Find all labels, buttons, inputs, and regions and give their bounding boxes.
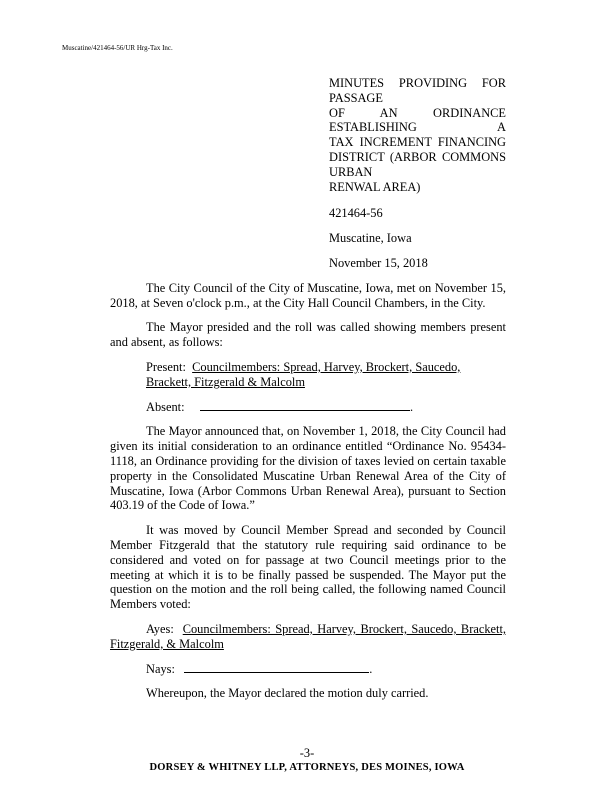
document-body xyxy=(110,76,506,711)
paragraph-motion: It was moved by Council Member Spread and seconded by Council Member Fitzgerald that the statutory rule requiring said ordinance to be considered and voted on for passage at two Council meetings prior to the meeting at which it is to be finally passed be suspended. The Mayor put the question on the motion and the roll being called, the following named Council Members voted: xyxy=(110,523,506,612)
paragraph-roll-call: The Mayor presided and the roll was called showing members present and absent, as follows: xyxy=(110,320,506,350)
file-number: 421464-56 xyxy=(329,206,383,221)
paragraph-conclusion: Whereupon, the Mayor declared the motion duly carried. xyxy=(146,686,429,701)
title-line: OF AN ORDINANCE ESTABLISHING A xyxy=(329,105,506,135)
paragraph-announcement: The Mayor announced that, on November 1, 2018, the City Council had given its initial consideration to an ordinance entitled “Ordinance No. 95434-1118, an Ordinance providing for the division of taxes levied on certain taxable property in the Consolidated Muscatine Urban Renewal Area of the City of Muscatine, Iowa (Arbor Commons Urban Renewal Area), pursuant to Section 403.19 of the Code of Iowa.” xyxy=(110,424,506,513)
ayes-members: Councilmembers: Spread, Harvey, Brockert, Saucedo, Brackett, Fitzgerald, & Malcolm xyxy=(110,621,506,651)
nays-blank xyxy=(184,662,369,673)
title-line: MINUTES PROVIDING FOR PASSAGE xyxy=(329,76,506,105)
ayes-line xyxy=(110,622,506,652)
title-line: TAX INCREMENT FINANCING xyxy=(329,135,506,150)
location: Muscatine, Iowa xyxy=(329,231,412,246)
nays-line: Nays: . xyxy=(146,661,373,676)
absent-label: Absent: xyxy=(146,399,185,414)
document-reference: Muscatine/421464-56/UR Hrg-Tax Inc. xyxy=(62,44,173,52)
absent-line: Absent: . xyxy=(146,399,414,414)
law-firm-footer: DORSEY & WHITNEY LLP, ATTORNEYS, DES MOINES, IOWA xyxy=(149,762,465,774)
nays-label: Nays: xyxy=(146,661,175,676)
present-label: Present: xyxy=(146,359,186,374)
title-line: DISTRICT (ARBOR COMMONS URBAN xyxy=(329,149,506,179)
title-line: RENWAL AREA) xyxy=(329,179,421,194)
paragraph-meeting: The City Council of the City of Muscatine, Iowa, met on November 15, 2018, at Seven o'clock p.m., at the City Hall Council Chambers, in the City. xyxy=(110,280,506,310)
page-footer xyxy=(0,734,614,776)
meeting-date: November 15, 2018 xyxy=(329,255,428,270)
present-members: Councilmembers: Spread, Harvey, Brockert, Saucedo, Brackett, Fitzgerald & Malcolm xyxy=(146,359,461,389)
absent-blank xyxy=(200,400,410,411)
page-number: -3- xyxy=(299,746,315,761)
document-title xyxy=(329,76,506,194)
ayes-label: Ayes: xyxy=(146,621,174,636)
present-line xyxy=(146,360,506,390)
